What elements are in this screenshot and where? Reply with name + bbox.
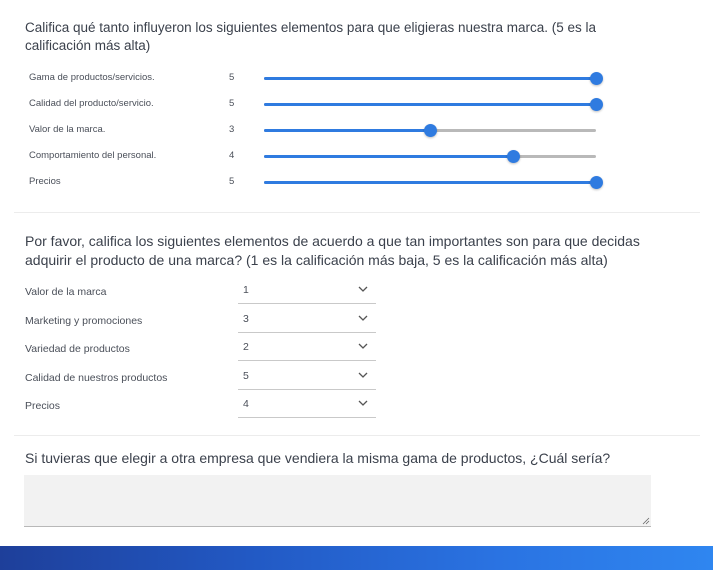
rating-slider-row	[0, 69, 713, 89]
slider-label: Precios	[29, 176, 61, 187]
slider-value: 5	[229, 72, 235, 83]
rating-select[interactable]	[238, 366, 376, 390]
slider-value: 3	[229, 124, 235, 135]
chevron-down-icon	[358, 342, 368, 350]
slider-thumb[interactable]	[590, 72, 603, 85]
slider-value: 5	[229, 98, 235, 109]
slider-fill	[264, 103, 596, 106]
slider-fill	[264, 181, 596, 184]
rating-select-row	[0, 280, 713, 309]
section-divider	[14, 435, 700, 436]
select-label: Valor de la marca	[25, 286, 107, 298]
slider-thumb[interactable]	[590, 176, 603, 189]
slider-thumb[interactable]	[507, 150, 520, 163]
rating-select-row	[0, 394, 713, 423]
section-divider	[14, 212, 700, 213]
rating-select[interactable]	[238, 309, 376, 333]
chevron-down-icon	[358, 371, 368, 379]
question-1-title: Califica qué tanto influyeron los siguientes elementos para que eligieras nuestra marca. (5 es la calificación más alta)	[25, 20, 597, 53]
rating-select[interactable]	[238, 337, 376, 361]
select-value: 4	[243, 398, 249, 410]
slider-thumb[interactable]	[590, 98, 603, 111]
select-label: Calidad de nuestros productos	[25, 372, 168, 384]
select-value: 2	[243, 341, 249, 353]
question-2-title: Por favor, califica los siguientes elementos de acuerdo a que tan importantes son para que decidas adquirir el producto de una marca? (1 es la calificación más baja, 5 es la calificación más alta)	[25, 233, 640, 268]
select-value: 3	[243, 313, 249, 325]
chevron-down-icon	[358, 285, 368, 293]
rating-select-row	[0, 309, 713, 338]
rating-select[interactable]	[238, 394, 376, 418]
rating-slider-row	[0, 173, 713, 193]
slider-fill	[264, 77, 596, 80]
slider-track[interactable]	[264, 129, 596, 132]
slider-label: Comportamiento del personal.	[29, 150, 157, 161]
select-label: Precios	[25, 400, 61, 412]
chevron-down-icon	[358, 314, 368, 322]
slider-track[interactable]	[264, 155, 596, 158]
slider-label: Gama de productos/servicios.	[29, 72, 155, 83]
rating-select-row	[0, 366, 713, 395]
slider-track[interactable]	[264, 77, 596, 80]
question-3-title: Si tuvieras que elegir a otra empresa que vendiera la misma gama de productos, ¿Cuál sería?	[25, 450, 611, 466]
rating-select-row	[0, 337, 713, 366]
footer-band	[0, 546, 713, 570]
select-value: 1	[243, 284, 249, 296]
resize-grip-icon[interactable]	[642, 517, 650, 525]
slider-value: 4	[229, 150, 235, 161]
slider-thumb[interactable]	[424, 124, 437, 137]
select-label: Variedad de productos	[25, 343, 130, 355]
chevron-down-icon	[358, 399, 368, 407]
rating-select[interactable]	[238, 280, 376, 304]
slider-value: 5	[229, 176, 235, 187]
answer-textarea[interactable]	[24, 475, 651, 527]
slider-fill	[264, 129, 430, 132]
rating-slider-row	[0, 121, 713, 141]
select-value: 5	[243, 370, 249, 382]
slider-track[interactable]	[264, 181, 596, 184]
rating-slider-row	[0, 147, 713, 167]
slider-label: Valor de la marca.	[29, 124, 106, 135]
select-label: Marketing y promociones	[25, 315, 143, 327]
slider-track[interactable]	[264, 103, 596, 106]
slider-label: Calidad del producto/servicio.	[29, 98, 154, 109]
slider-fill	[264, 155, 513, 158]
rating-slider-row	[0, 95, 713, 115]
